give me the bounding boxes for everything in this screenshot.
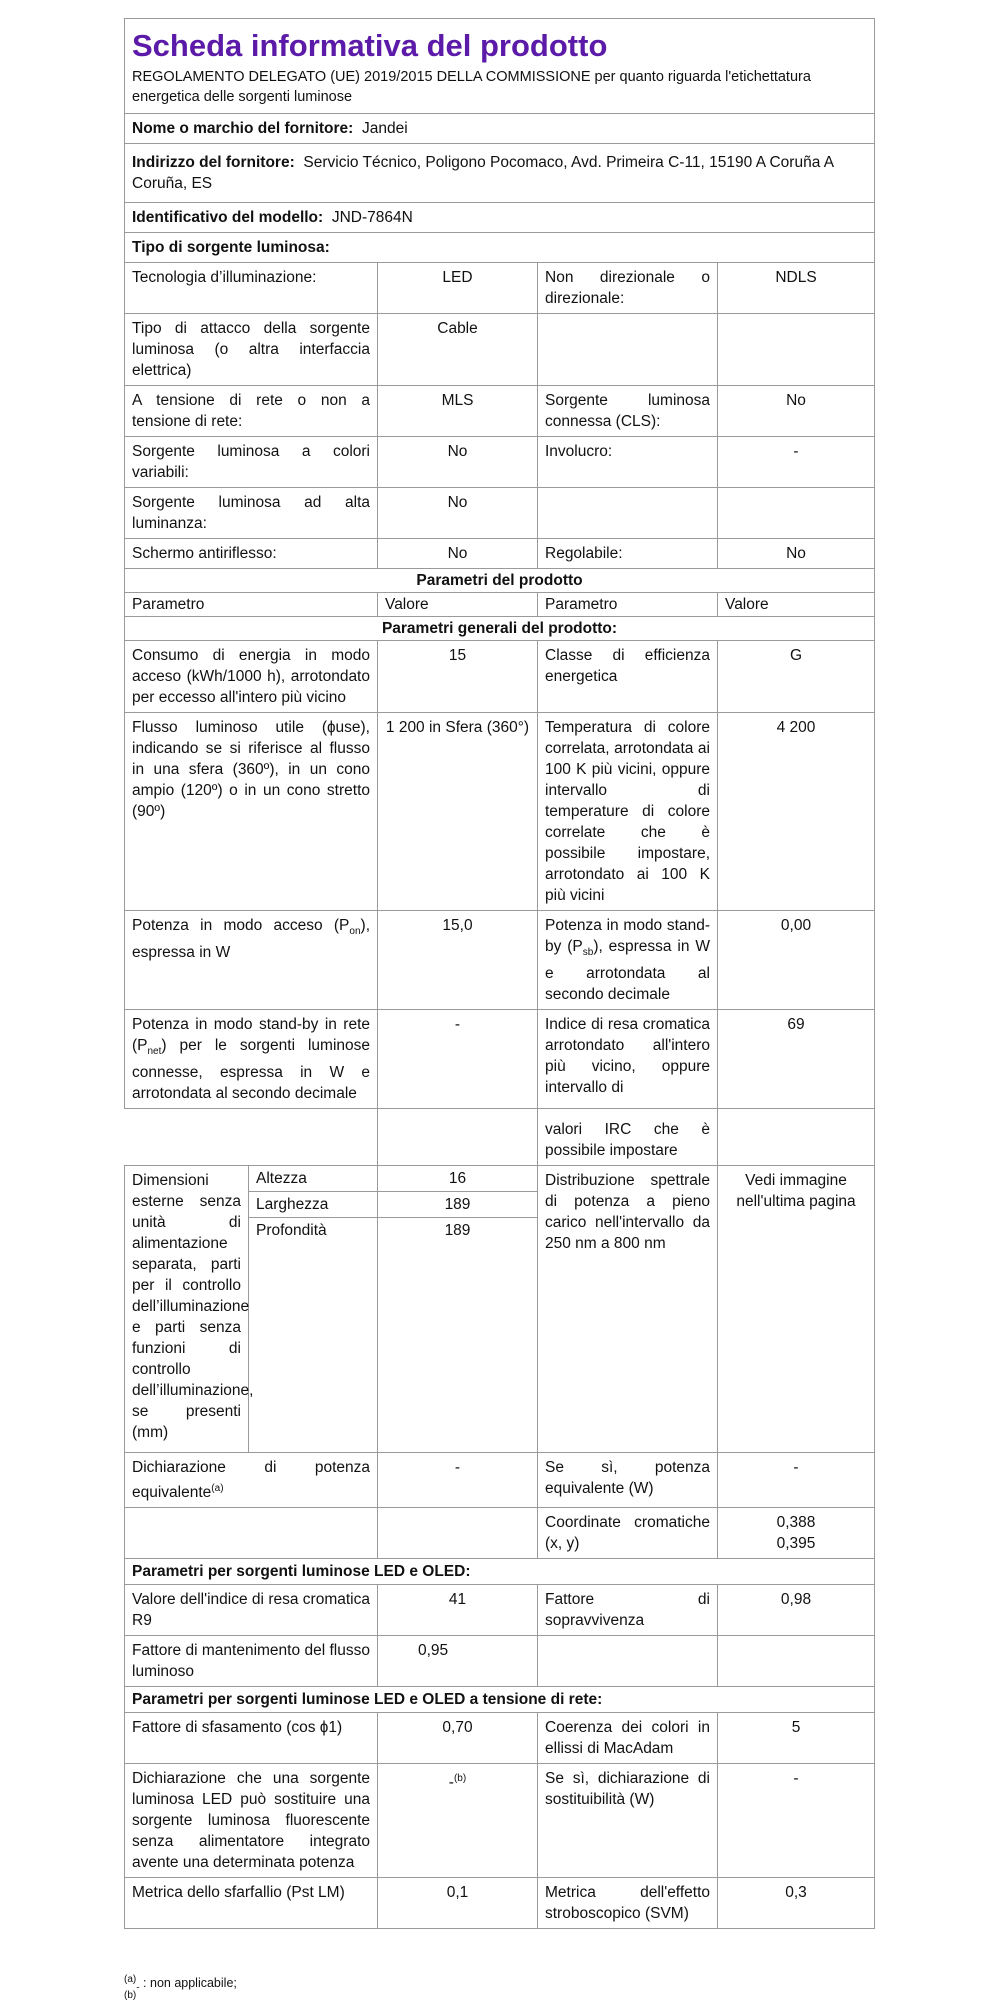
param-value: 1 200 in Sfera (360°) — [378, 713, 538, 911]
param-value: 0,00 — [718, 911, 875, 1010]
param-value: MLS — [378, 386, 538, 437]
mains-heading-row — [125, 1687, 875, 1713]
flicker-row — [125, 1878, 875, 1929]
power-on-row — [125, 911, 875, 1010]
cri-continuation-row — [125, 1109, 875, 1166]
param-value: - — [378, 1453, 538, 1508]
footnote-b — [124, 1990, 136, 2000]
label-subscript: on — [349, 926, 361, 938]
product-table — [124, 18, 875, 1929]
label-part: Dichiarazione di potenza equivalente — [132, 1459, 370, 1502]
param-label: Dichiarazione che una sorgente luminosa LED può sostituire una sorgente luminosa fluorescente senza alimentatore integrato avente una determinata potenza — [125, 1764, 378, 1878]
param-value: Vedi immagine nell'ultima pagina — [718, 1166, 875, 1453]
source-row-cap — [125, 314, 875, 386]
param-label: Flusso luminoso utile (ɸuse), indicando se si riferisce al flusso in una sfera (360º), in un cono ampio (120º) o in un cono stretto (90º) — [125, 713, 378, 911]
label-part: ) per le sorgenti luminose connesse, espressa in W e arrotondata al secondo decimale — [132, 1037, 370, 1103]
source-row-colour — [125, 437, 875, 488]
label-part: ), espressa in W e arrotondata al secondo decimale — [545, 938, 710, 1004]
replacement-row — [125, 1764, 875, 1878]
param-label: Fattore di sopravvivenza — [538, 1585, 718, 1636]
param-value: 69 — [718, 1010, 875, 1109]
column-header-row — [125, 593, 875, 617]
param-label — [125, 1453, 378, 1508]
param-label: Consumo di energia in modo acceso (kWh/1000 h), arrotondato per eccesso all'intero più vicino — [125, 641, 378, 713]
product-params-heading-row — [125, 569, 875, 593]
label-part: ), espressa in W — [132, 917, 370, 962]
param-value: 0,95 — [378, 1636, 538, 1687]
model-label: Identificativo del modello: — [132, 209, 324, 226]
col-header-value: Valore — [718, 593, 875, 617]
param-label: Fattore di sfasamento (cos ɸ1) — [125, 1713, 378, 1764]
regulation-text: REGOLAMENTO DELEGATO (UE) 2019/2015 DELLA COMMISSIONE per quanto riguarda l'etichettatura energetica delle sorgenti luminose — [132, 69, 811, 105]
param-label: Sorgente luminosa a colori variabili: — [125, 437, 378, 488]
param-value: No — [378, 539, 538, 569]
model-row — [125, 203, 875, 233]
param-value: No — [378, 437, 538, 488]
param-label: Coordinate cromatiche (x, y) — [538, 1508, 718, 1559]
param-label — [538, 488, 718, 539]
param-value: 4 200 — [718, 713, 875, 911]
param-value — [718, 314, 875, 386]
dimensions-label: Dimensioni esterne senza unità di alimentazione separata, parti per il controllo dell’illuminazione e parti senza funzioni di controllo dell’illuminazione, se presenti (mm) — [125, 1166, 249, 1452]
param-label: Temperatura di colore correlata, arrotondata ai 100 K più vicini, oppure intervallo di temperature di colore correlate che è possibile impostare, arrotondato ai 100 K più vicini — [538, 713, 718, 911]
power-net-row — [125, 1010, 875, 1109]
label-subscript: sb — [582, 947, 594, 959]
param-label: Se sì, dichiarazione di sostituibilità (W) — [538, 1764, 718, 1878]
footnote-text: : non applicabile; — [139, 1976, 237, 1991]
footnote-a — [124, 1971, 237, 1998]
param-value: 0,70 — [378, 1713, 538, 1764]
model-value: JND-7864N — [331, 209, 413, 226]
param-label: Sorgente luminosa ad alta luminanza: — [125, 488, 378, 539]
param-value: LED — [378, 263, 538, 314]
source-row-glare — [125, 539, 875, 569]
led-heading-row — [125, 1559, 875, 1585]
width-label: Larghezza — [249, 1192, 377, 1218]
supplier-address-row — [125, 144, 875, 203]
footnote-mark: (b) — [124, 1990, 137, 2000]
param-value: No — [718, 386, 875, 437]
label-part: Potenza in modo acceso (P — [132, 917, 350, 934]
flux-row — [125, 713, 875, 911]
param-label: Schermo antiriflesso: — [125, 539, 378, 569]
maintenance-row — [125, 1636, 875, 1687]
param-label — [538, 314, 718, 386]
supplier-name-row — [125, 114, 875, 144]
param-value: 41 — [378, 1585, 538, 1636]
page-title: Scheda informativa del prodotto — [132, 28, 608, 63]
param-value: G — [718, 641, 875, 713]
param-value: No — [718, 539, 875, 569]
label-subscript: net — [147, 1046, 162, 1058]
chromaticity-row — [125, 1508, 875, 1559]
param-value: No — [378, 488, 538, 539]
source-row-luminance — [125, 488, 875, 539]
param-label: Indice di resa cromatica arrotondato all'intero più vicino, oppure intervallo di — [538, 1010, 718, 1109]
title-row — [125, 19, 875, 114]
param-label: Non direzionale o direzionale: — [538, 263, 718, 314]
supplier-name-value: Jandei — [361, 120, 408, 137]
param-value: - — [718, 437, 875, 488]
energy-row — [125, 641, 875, 713]
param-value: 0,98 — [718, 1585, 875, 1636]
product-params-heading: Parametri del prodotto — [125, 569, 875, 593]
param-label — [125, 911, 378, 1010]
height-label: Altezza — [249, 1166, 377, 1192]
source-row-mains — [125, 386, 875, 437]
param-label — [125, 1010, 378, 1109]
param-label: Involucro: — [538, 437, 718, 488]
label-part: Potenza in modo stand-by (P — [545, 917, 710, 955]
param-value — [378, 1764, 538, 1878]
param-label: Valore dell'indice di resa cromatica R9 — [125, 1585, 378, 1636]
footnote-mark: (a) — [124, 1974, 137, 1985]
label-part: Potenza in modo stand-by in rete (P — [132, 1016, 370, 1055]
supplier-address-value: Servicio Técnico, Poligono Pocomaco, Avd. Primeira C-11, 15190 A Coruña A Coruña, ES — [132, 154, 834, 192]
footnote-dash: - — [136, 1982, 140, 1994]
param-label: A tensione di rete o non a tensione di rete: — [125, 386, 378, 437]
param-label: Fattore di mantenimento del flusso luminoso — [125, 1636, 378, 1687]
param-value: - — [718, 1453, 875, 1508]
param-value — [718, 488, 875, 539]
general-params-heading: Parametri generali del prodotto: — [125, 617, 875, 641]
source-type-heading-row — [125, 233, 875, 263]
led-params-heading: Parametri per sorgenti luminose LED e OLED: — [125, 1559, 875, 1585]
equivalent-power-row — [125, 1453, 875, 1508]
supplier-name-label: Nome o marchio del fornitore: — [132, 120, 354, 137]
r9-row — [125, 1585, 875, 1636]
footnote-ref: (b) — [453, 1773, 467, 1785]
param-value: Cable — [378, 314, 538, 386]
param-label: Metrica dello sfarfallio (Pst LM) — [125, 1878, 378, 1929]
param-value: 0,3 — [718, 1878, 875, 1929]
source-type-heading: Tipo di sorgente luminosa: — [125, 233, 875, 263]
param-label: Tecnologia d’illuminazione: — [125, 263, 378, 314]
chroma-x: 0,388 — [776, 1514, 816, 1532]
value-part: - — [448, 1774, 454, 1792]
width-value: 189 — [378, 1192, 537, 1218]
param-label: Sorgente luminosa connessa (CLS): — [538, 386, 718, 437]
col-header-value: Valore — [378, 593, 538, 617]
param-value: 5 — [718, 1713, 875, 1764]
param-label: Classe di efficienza energetica — [538, 641, 718, 713]
param-label: valori IRC che è possibile impostare — [538, 1109, 718, 1166]
param-label: Tipo di attacco della sorgente luminosa (o altra interfaccia elettrica) — [125, 314, 378, 386]
param-label: Regolabile: — [538, 539, 718, 569]
supplier-address-label: Indirizzo del fornitore: — [132, 154, 295, 171]
param-value: NDLS — [718, 263, 875, 314]
depth-value: 189 — [444, 1222, 471, 1240]
param-value — [718, 1508, 875, 1559]
col-header-param: Parametro — [538, 593, 718, 617]
param-label — [538, 911, 718, 1010]
param-label: Coerenza dei colori in ellissi di MacAdam — [538, 1713, 718, 1764]
param-value: - — [718, 1764, 875, 1878]
param-label: Metrica dell'effetto stroboscopico (SVM) — [538, 1878, 718, 1929]
param-value: 15,0 — [378, 911, 538, 1010]
col-header-param: Parametro — [125, 593, 378, 617]
height-value: 16 — [378, 1166, 537, 1192]
param-label: Distribuzione spettrale di potenza a pieno carico nell'intervallo da 250 nm a 800 nm — [538, 1166, 718, 1453]
param-value: 15 — [378, 641, 538, 713]
phase-row — [125, 1713, 875, 1764]
source-row-technology — [125, 263, 875, 314]
product-info-sheet — [124, 18, 874, 1929]
dimensions-row — [125, 1166, 875, 1453]
param-label: Se sì, potenza equivalente (W) — [538, 1453, 718, 1508]
depth-label: Profondità — [256, 1222, 327, 1240]
mains-params-heading: Parametri per sorgenti luminose LED e OLED a tensione di rete: — [125, 1687, 875, 1713]
chroma-y: 0,395 — [776, 1535, 816, 1553]
param-value: 0,1 — [378, 1878, 538, 1929]
param-value: - — [378, 1010, 538, 1109]
footnote-ref: (a) — [211, 1483, 224, 1495]
general-params-heading-row — [125, 617, 875, 641]
